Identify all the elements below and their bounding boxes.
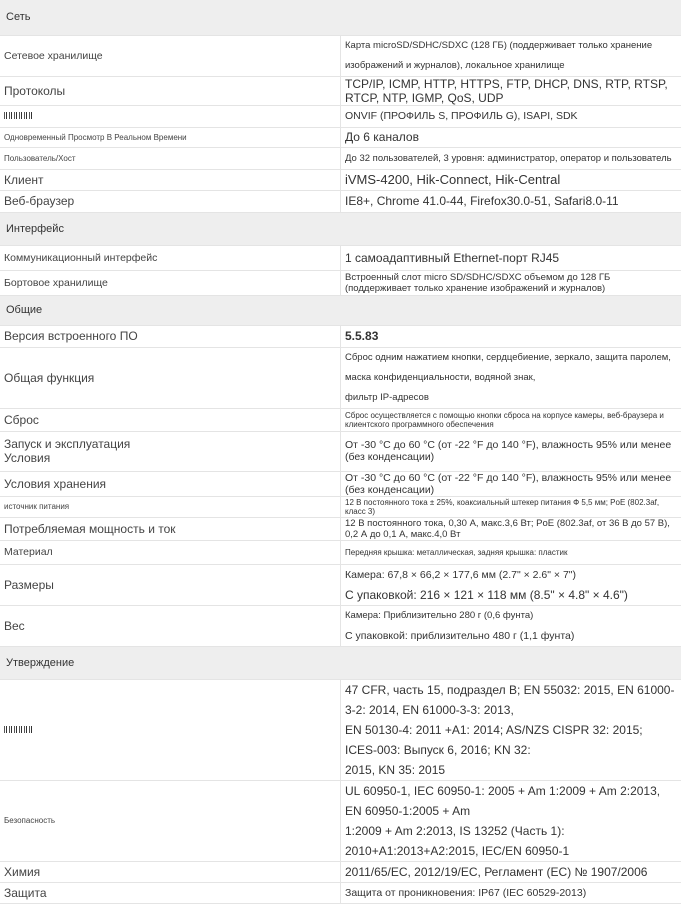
label-power-consumption: Потребляемая мощность и ток bbox=[0, 517, 341, 540]
value-reset: Сброс осуществляется с помощью кнопки сброса на корпусе камеры, веб-браузера и клиентского программного обеспечения bbox=[341, 408, 681, 431]
barcode-icon bbox=[4, 112, 32, 119]
section-title-interface: Интерфейс bbox=[0, 212, 681, 245]
section-title-general: Общие bbox=[0, 295, 681, 325]
row-weight bbox=[0, 605, 681, 646]
label-operating-line2: Условия bbox=[4, 451, 336, 465]
value-weight-camera: Камера: Приблизительно 280 г (0,6 фунта) bbox=[345, 606, 677, 626]
row-network-storage bbox=[0, 35, 681, 76]
row-storage-conditions bbox=[0, 471, 681, 496]
row-live-view bbox=[0, 127, 681, 147]
value-emc-line3: 2015, KN 35: 2015 bbox=[345, 760, 677, 780]
label-comm-interface: Коммуникационный интерфейс bbox=[0, 245, 341, 270]
row-dimensions bbox=[0, 564, 681, 605]
value-operating-conditions: От -30 °C до 60 °C (от -22 °F до 140 °F), влажность 95% или менее (без конденсации) bbox=[341, 431, 681, 471]
row-power-consumption bbox=[0, 517, 681, 540]
value-api: ONVIF (ПРОФИЛЬ S, ПРОФИЛЬ G), ISAPI, SDK bbox=[341, 105, 681, 127]
row-material bbox=[0, 540, 681, 564]
row-comm-interface bbox=[0, 245, 681, 270]
section-approval bbox=[0, 646, 681, 679]
row-safety bbox=[0, 780, 681, 861]
label-live-view: Одновременный Просмотр В Реальном Времени bbox=[0, 127, 341, 147]
label-storage-conditions: Условия хранения bbox=[0, 471, 341, 496]
value-dimensions-camera: Камера: 67,8 × 66,2 × 177,6 мм (2.7" × 2.6" × 7") bbox=[345, 565, 677, 585]
label-users: Пользователь/Хост bbox=[0, 147, 341, 169]
value-live-view: До 6 каналов bbox=[341, 127, 681, 147]
section-network bbox=[0, 0, 681, 35]
value-emc-line1: 47 CFR, часть 15, подраздел B; EN 55032: 2015, EN 61000-3-2: 2014, EN 61000-3-3: 2013, bbox=[345, 680, 677, 720]
row-reset bbox=[0, 408, 681, 431]
section-interface bbox=[0, 212, 681, 245]
value-power-consumption: 12 В постоянного тока, 0,30 А, макс.3,6 Вт; PoE (802.3af, от 36 В до 57 В), 0,2 А до 0,1 А, макс.4,0 Вт bbox=[341, 517, 681, 540]
row-onboard-storage bbox=[0, 270, 681, 295]
section-title-network: Сеть bbox=[0, 0, 681, 35]
value-general-function-line2: фильтр IP-адресов bbox=[345, 388, 677, 408]
row-protection bbox=[0, 882, 681, 903]
value-users: До 32 пользователей, 3 уровня: администратор, оператор и пользователь bbox=[341, 147, 681, 169]
value-browser: IE8+, Chrome 41.0-44, Firefox30.0-51, Safari8.0-11 bbox=[341, 190, 681, 212]
barcode-icon bbox=[4, 726, 32, 733]
value-safety bbox=[341, 780, 681, 861]
label-operating-line1: Запуск и эксплуатация bbox=[4, 437, 336, 451]
value-material: Передняя крышка: металлическая, задняя крышка: пластик bbox=[341, 540, 681, 564]
label-onboard-storage: Бортовое хранилище bbox=[0, 270, 341, 295]
row-power-supply bbox=[0, 496, 681, 517]
value-storage-conditions: От -30 °C до 60 °C (от -22 °F до 140 °F), влажность 95% или менее (без конденсации) bbox=[341, 471, 681, 496]
row-client bbox=[0, 169, 681, 190]
label-firmware: Версия встроенного ПО bbox=[0, 325, 341, 347]
label-network-storage: Сетевое хранилище bbox=[0, 35, 341, 76]
label-safety: Безопасность bbox=[0, 780, 341, 861]
value-client: iVMS-4200, Hik-Connect, Hik-Central bbox=[341, 169, 681, 190]
row-api bbox=[0, 105, 681, 127]
value-comm-interface: 1 самоадаптивный Ethernet-порт RJ45 bbox=[341, 245, 681, 270]
label-emc bbox=[0, 679, 341, 780]
row-operating-conditions bbox=[0, 431, 681, 471]
row-protocols bbox=[0, 76, 681, 105]
section-title-approval: Утверждение bbox=[0, 646, 681, 679]
value-network-storage: Карта microSD/SDHC/SDXC (128 ГБ) (поддерживает только хранение изображений и журналов), локальное хранилище bbox=[341, 35, 681, 76]
label-reset: Сброс bbox=[0, 408, 341, 431]
value-onboard-storage: Встроенный слот micro SD/SDHC/SDXC объемом до 128 ГБ (поддерживает только хранение изображений и журналов) bbox=[341, 270, 681, 295]
row-browser bbox=[0, 190, 681, 212]
label-client: Клиент bbox=[0, 169, 341, 190]
label-weight: Вес bbox=[0, 605, 341, 646]
label-protection: Защита bbox=[0, 882, 341, 903]
value-emc-line2: EN 50130-4: 2011 +A1: 2014; AS/NZS CISPR 32: 2015; ICES-003: Выпуск 6, 2016; KN 32: bbox=[345, 720, 677, 760]
label-chemistry: Химия bbox=[0, 861, 341, 882]
label-dimensions: Размеры bbox=[0, 564, 341, 605]
label-power-supply: источник питания bbox=[0, 496, 341, 517]
row-general-function bbox=[0, 347, 681, 408]
value-dimensions-package: С упаковкой: 216 × 121 × 118 мм (8.5" × 4.8" × 4.6") bbox=[345, 585, 677, 605]
value-general-function bbox=[341, 347, 681, 408]
row-chemistry bbox=[0, 861, 681, 882]
value-protection: Защита от проникновения: IP67 (IEC 60529-2013) bbox=[341, 882, 681, 903]
value-chemistry: 2011/65/EC, 2012/19/EC, Регламент (EC) № 1907/2006 bbox=[341, 861, 681, 882]
value-power-supply: 12 В постоянного тока ± 25%, коаксиальный штекер питания Ф 5,5 мм; PoE (802.3af, класс 3) bbox=[341, 496, 681, 517]
value-general-function-line1: Сброс одним нажатием кнопки, сердцебиение, зеркало, защита паролем, маска конфиденциальности, водяной знак, bbox=[345, 348, 677, 388]
value-emc bbox=[341, 679, 681, 780]
value-safety-line1: UL 60950-1, IEC 60950-1: 2005 + Am 1:2009 + Am 2:2013, EN 60950-1:2005 + Am bbox=[345, 781, 677, 821]
label-api bbox=[0, 105, 341, 127]
label-protocols: Протоколы bbox=[0, 76, 341, 105]
value-weight-package: С упаковкой: приблизительно 480 г (1,1 фунта) bbox=[345, 626, 677, 646]
value-dimensions bbox=[341, 564, 681, 605]
label-general-function: Общая функция bbox=[0, 347, 341, 408]
value-safety-line2: 1:2009 + Am 2:2013, IS 13252 (Часть 1): 2010+A1:2013+A2:2015, IEC/EN 60950-1 bbox=[345, 821, 677, 861]
label-operating-conditions bbox=[0, 431, 341, 471]
label-browser: Веб-браузер bbox=[0, 190, 341, 212]
value-protocols: TCP/IP, ICMP, HTTP, HTTPS, FTP, DHCP, DNS, RTP, RTSP, RTCP, NTP, IGMP, QoS, UDP bbox=[341, 76, 681, 105]
row-firmware bbox=[0, 325, 681, 347]
section-general bbox=[0, 295, 681, 325]
value-weight bbox=[341, 605, 681, 646]
value-firmware: 5.5.83 bbox=[341, 325, 681, 347]
row-users bbox=[0, 147, 681, 169]
label-material: Материал bbox=[0, 540, 341, 564]
row-emc bbox=[0, 679, 681, 780]
